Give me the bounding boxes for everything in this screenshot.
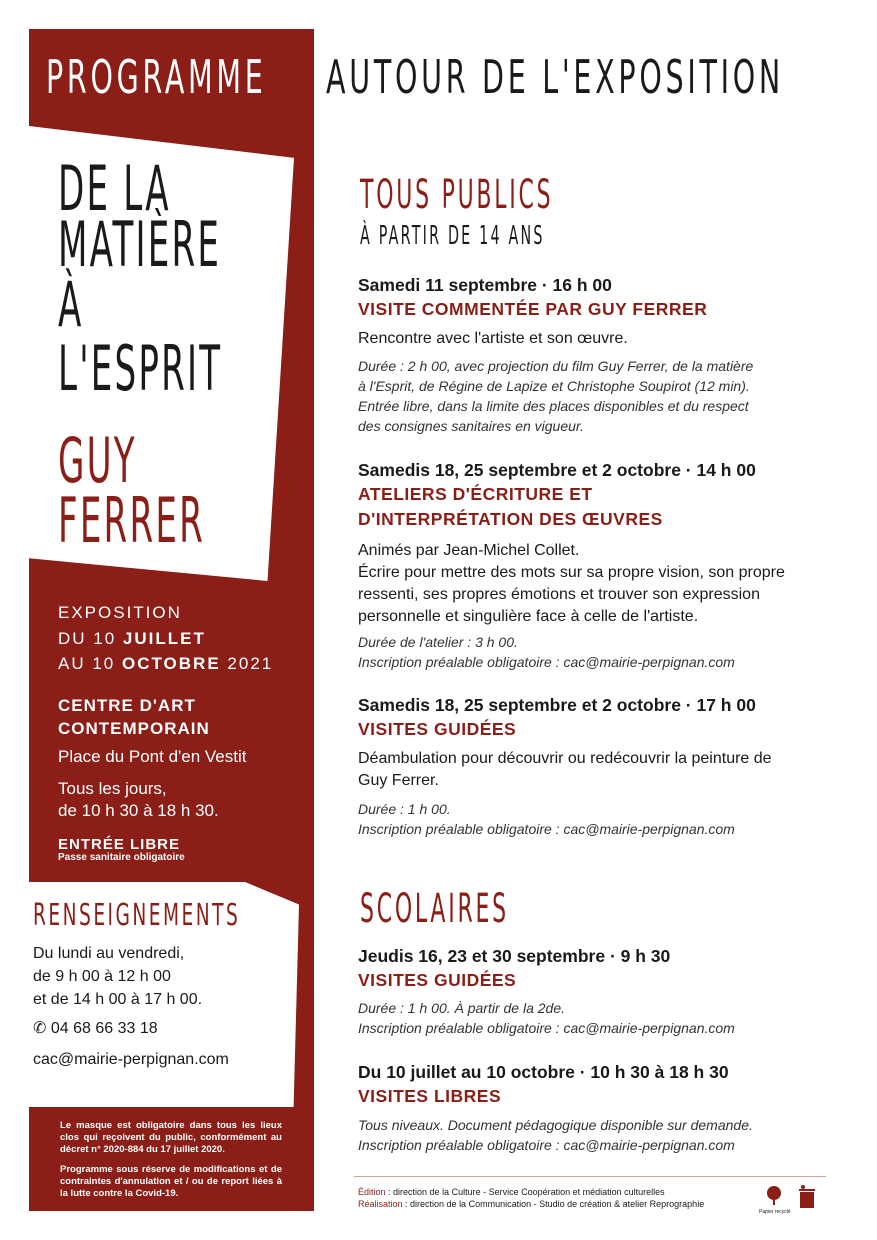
event-date: Samedis 18, 25 septembre et 2 octobre · 17 h 00: [358, 695, 756, 715]
event-date: Samedis 18, 25 septembre et 2 octobre · 14 h 00: [358, 460, 756, 480]
recycled-paper-caption: Papier recyclé: [759, 1209, 791, 1215]
event-title: D'INTERPRÉTATION DES ŒUVRES: [358, 509, 663, 529]
exhibition-title-line: À: [58, 268, 84, 341]
event-title: VISITES LIBRES: [358, 1086, 502, 1106]
around-exhibition-title: AUTOUR DE L'EXPOSITION: [326, 50, 784, 104]
event-note: Durée : 2 h 00, avec projection du film Guy Ferrer, de la matière: [358, 358, 754, 374]
phone-number[interactable]: ✆ 04 68 66 33 18: [33, 1020, 158, 1037]
venue-address: Place du Pont d'en Vestit: [58, 747, 247, 766]
free-entry: ENTRÉE LIBRE: [58, 836, 181, 853]
event-description: Écrire pour mettre des mots sur sa propre vision, son propre: [358, 564, 785, 581]
tree-recycled-paper-icon: [762, 1184, 786, 1208]
event-description: Guy Ferrer.: [358, 772, 439, 789]
exhibition-end-date: AU 10 OCTOBRE 2021: [58, 654, 274, 673]
info-hours: de 9 h 00 à 12 h 00: [33, 968, 171, 985]
footer-realisation: Réalisation : direction de la Communication - Studio de création & atelier Reprographie: [358, 1199, 705, 1209]
event-title: ATELIERS D'ÉCRITURE ET: [358, 484, 593, 504]
event-title: VISITES GUIDÉES: [358, 970, 517, 990]
info-hours: et de 14 h 00 à 17 h 00.: [33, 991, 203, 1008]
opening-hours: de 10 h 30 à 18 h 30.: [58, 801, 219, 820]
event-note: Inscription préalable obligatoire : cac@mairie-perpignan.com: [358, 821, 735, 837]
event-note: des consignes sanitaires en vigueur.: [358, 418, 584, 434]
event-note: Tous niveaux. Document pédagogique disponible sur demande.: [358, 1117, 753, 1133]
footer-edition: Édition : direction de la Culture - Service Coopération et médiation culturelles: [358, 1187, 665, 1197]
event-description: Animés par Jean-Michel Collet.: [358, 542, 580, 559]
exhibition-title-line: MATIÈRE: [58, 208, 222, 281]
section-title-scolaires: SCOLAIRES: [360, 886, 509, 932]
event-description: personnelle et singulière face à celle de l'artiste.: [358, 608, 699, 625]
event-description: ressenti, ses propres émotions et trouver son expression: [358, 586, 760, 603]
event-title: VISITES GUIDÉES: [358, 719, 517, 739]
artist-name-line: FERRER: [58, 484, 205, 557]
email-link[interactable]: cac@mairie-perpignan.com: [33, 1051, 229, 1068]
event-title: VISITE COMMENTÉE PAR GUY FERRER: [358, 299, 708, 319]
programme-title: PROGRAMME: [46, 50, 267, 104]
event-note: Durée : 1 h 00. À partir de la 2de.: [358, 1000, 566, 1016]
event-description: Rencontre avec l'artiste et son œuvre.: [358, 330, 628, 347]
exposition-label: EXPOSITION: [58, 603, 182, 622]
opening-hours: Tous les jours,: [58, 779, 167, 798]
health-pass-note: Passe sanitaire obligatoire: [58, 852, 185, 863]
venue-name: CENTRE D'ART: [58, 696, 196, 715]
event-note: Durée de l'atelier : 3 h 00.: [358, 634, 518, 650]
exhibition-start-date: DU 10 JUILLET: [58, 629, 206, 648]
programme-disclaimer: Programme sous réserve de modifications et de contraintes d'annulation et / ou de report liées à la lutte contre la Covid-19.: [60, 1164, 282, 1199]
info-title: RENSEIGNEMENTS: [33, 898, 241, 933]
section-title-tous-publics: TOUS PUBLICS: [360, 172, 554, 218]
exhibition-title-line: L'ESPRIT: [58, 332, 223, 405]
section-subtitle-age: À PARTIR DE 14 ANS: [360, 221, 545, 251]
footer-divider: [354, 1176, 826, 1177]
event-note: Entrée libre, dans la limite des places disponibles et du respect: [358, 398, 749, 414]
event-note: Durée : 1 h 00.: [358, 801, 451, 817]
event-date: Jeudis 16, 23 et 30 septembre · 9 h 30: [358, 946, 671, 966]
venue-name: CONTEMPORAIN: [58, 719, 210, 738]
info-days: Du lundi au vendredi,: [33, 945, 185, 962]
artist-name-line: GUY: [58, 424, 137, 497]
event-date: Samedi 11 septembre · 16 h 00: [358, 275, 612, 295]
exhibition-title-line: DE LA: [58, 152, 171, 225]
event-note: à l'Esprit, de Régine de Lapize et Christophe Soupirot (12 min).: [358, 378, 750, 394]
event-note: Inscription préalable obligatoire : cac@mairie-perpignan.com: [358, 654, 735, 670]
mask-notice: Le masque est obligatoire dans tous les lieux clos qui reçoivent du public, conformément au décret n° 2020-884 du 17 juillet 2020.: [60, 1120, 282, 1155]
event-note: Inscription préalable obligatoire : cac@mairie-perpignan.com: [358, 1137, 735, 1153]
event-date: Du 10 juillet au 10 octobre · 10 h 30 à 18 h 30: [358, 1062, 729, 1082]
recycling-bin-icon: [796, 1184, 818, 1210]
event-description: Déambulation pour découvrir ou redécouvrir la peinture de: [358, 750, 772, 767]
event-note: Inscription préalable obligatoire : cac@mairie-perpignan.com: [358, 1020, 735, 1036]
